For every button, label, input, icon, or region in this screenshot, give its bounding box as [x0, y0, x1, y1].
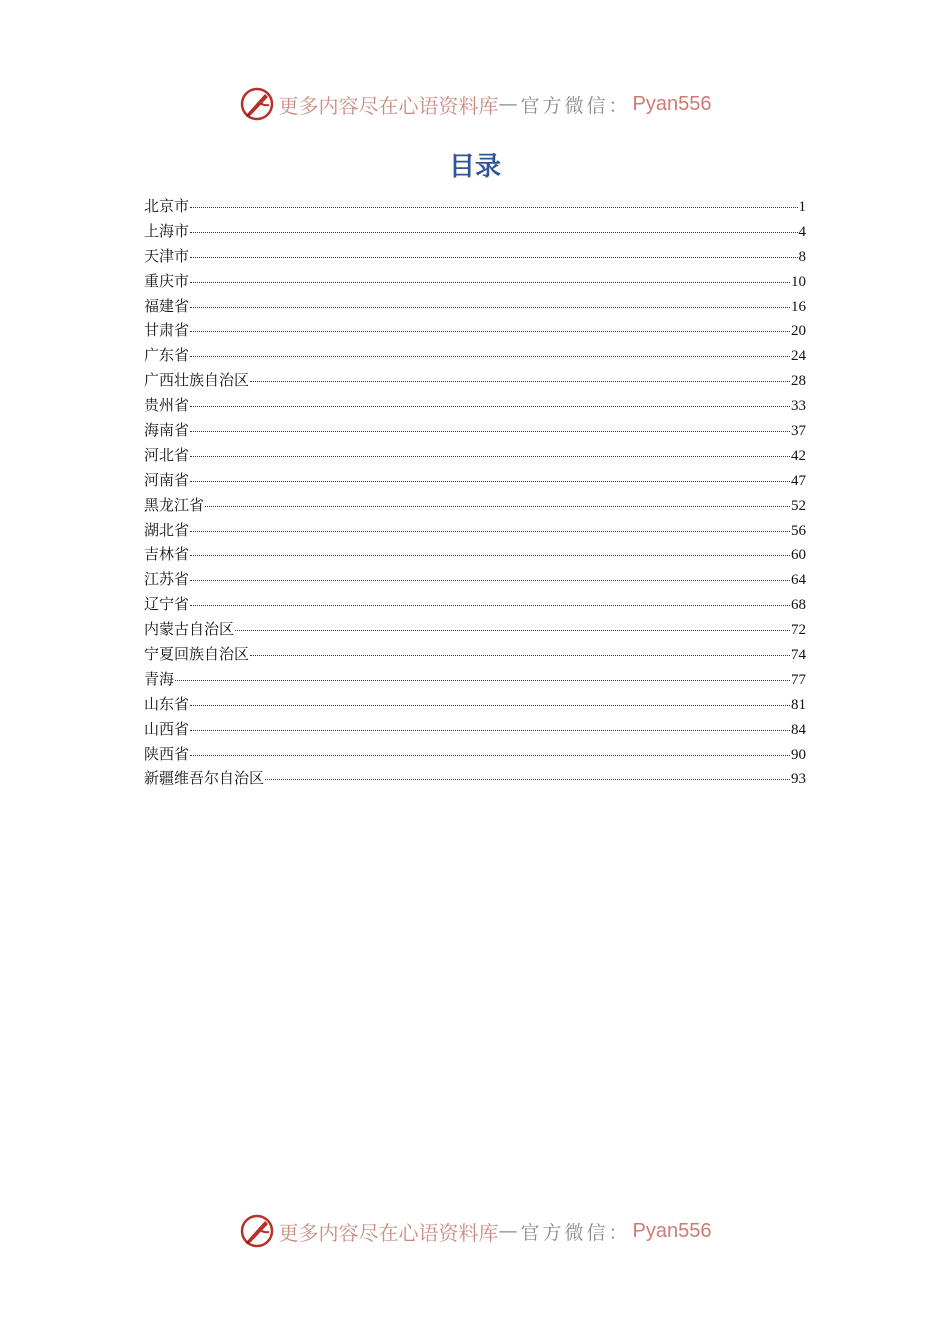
toc-entry[interactable]	[144, 344, 806, 369]
toc-dot-leader	[235, 630, 790, 631]
toc-entry-page: 93	[791, 771, 806, 788]
toc-entry[interactable]	[144, 643, 806, 668]
toc-entry-name: 宁夏回族自治区	[144, 645, 250, 664]
toc-entry-page: 24	[791, 348, 806, 365]
header-banner	[0, 82, 950, 126]
toc-entry[interactable]	[144, 245, 806, 270]
toc-entry[interactable]	[144, 743, 806, 768]
toc-dot-leader	[190, 705, 790, 706]
toc-entry-page: 42	[791, 447, 806, 464]
toc-entry[interactable]	[144, 295, 806, 320]
toc-dot-leader	[190, 331, 790, 332]
quill-pen-logo-icon	[239, 1213, 275, 1249]
toc-entry-name: 江苏省	[144, 570, 190, 589]
toc-entry-page: 60	[791, 547, 806, 564]
toc-entry-page: 16	[791, 298, 806, 315]
toc-entry-name: 北京市	[144, 197, 190, 215]
toc-dot-leader	[190, 755, 790, 756]
toc-entry-name: 内蒙古自治区	[144, 620, 235, 639]
toc-entry-page: 28	[791, 373, 806, 390]
toc-entry-name: 新疆维吾尔自治区	[144, 769, 265, 788]
toc-entry[interactable]	[144, 668, 806, 693]
banner-separator: —	[498, 93, 521, 115]
toc-dot-leader	[250, 381, 790, 382]
banner-wechat-label: 官方微信：	[520, 94, 631, 117]
banner-wechat-id: Pyan556	[632, 92, 712, 115]
toc-dot-leader	[190, 481, 790, 482]
toc-entry-page: 84	[791, 721, 806, 738]
toc-entry[interactable]	[144, 494, 806, 519]
toc-entry[interactable]	[144, 693, 806, 718]
toc-entry-page: 68	[791, 597, 806, 614]
toc-entry-page: 64	[791, 572, 806, 589]
toc-entry-page: 74	[791, 647, 806, 664]
toc-entry-page: 10	[791, 273, 806, 290]
toc-dot-leader	[190, 555, 790, 556]
toc-entry-name: 重庆市	[144, 271, 190, 290]
toc-entry-name: 海南省	[144, 421, 190, 440]
toc-entry-name: 甘肃省	[144, 321, 190, 340]
toc-entry-name: 陕西省	[144, 744, 190, 763]
toc-entry-name: 湖北省	[144, 520, 190, 539]
toc-entry-page: 37	[791, 423, 806, 440]
toc-entry-name: 广西壮族自治区	[144, 371, 250, 390]
toc-dot-leader	[190, 232, 797, 233]
toc-dot-leader	[265, 779, 790, 780]
toc-entry[interactable]	[144, 319, 806, 344]
toc-entry-name: 山东省	[144, 694, 190, 713]
toc-entry[interactable]	[144, 618, 806, 643]
toc-entry-page: 81	[791, 696, 806, 713]
toc-dot-leader	[190, 431, 790, 432]
toc-entry-name: 上海市	[144, 221, 190, 240]
toc-entry-name: 福建省	[144, 296, 190, 315]
toc-dot-leader	[190, 282, 790, 283]
toc-entry-page: 20	[791, 323, 806, 340]
toc-entry[interactable]	[144, 220, 806, 245]
toc-entry-page: 8	[798, 248, 806, 265]
toc-entry-name: 黑龙江省	[144, 495, 205, 514]
toc-dot-leader	[190, 406, 790, 407]
toc-entry-name: 广东省	[144, 346, 190, 365]
table-of-contents	[144, 195, 806, 792]
toc-entry[interactable]	[144, 444, 806, 469]
toc-dot-leader	[175, 680, 790, 681]
toc-entry[interactable]	[144, 568, 806, 593]
toc-entry[interactable]	[144, 593, 806, 618]
toc-entry-page: 56	[791, 522, 806, 539]
toc-dot-leader	[250, 655, 790, 656]
page-title: 目录	[448, 152, 501, 182]
toc-entry[interactable]	[144, 718, 806, 743]
toc-entry[interactable]	[144, 394, 806, 419]
toc-entry-name: 山西省	[144, 719, 190, 738]
toc-entry[interactable]	[144, 469, 806, 494]
toc-entry-name: 天津市	[144, 246, 190, 265]
banner-wechat-label: 官方微信：	[520, 1221, 631, 1244]
banner-main-text: 更多内容尽在心语资料库	[278, 1220, 499, 1245]
toc-dot-leader	[190, 730, 790, 731]
toc-entry-name: 贵州省	[144, 396, 190, 415]
toc-entry-name: 河北省	[144, 445, 190, 464]
banner-wechat-id: Pyan556	[632, 1219, 712, 1242]
toc-entry-page: 52	[791, 497, 806, 514]
toc-dot-leader	[190, 307, 790, 308]
toc-dot-leader	[190, 207, 797, 208]
toc-entry-page: 90	[791, 746, 806, 763]
toc-dot-leader	[190, 356, 790, 357]
toc-dot-leader	[190, 531, 790, 532]
toc-entry-page: 33	[791, 398, 806, 415]
toc-dot-leader	[190, 580, 790, 581]
toc-dot-leader	[190, 257, 797, 258]
toc-entry[interactable]	[144, 270, 806, 295]
toc-entry-page: 1	[798, 199, 806, 215]
toc-entry[interactable]	[144, 519, 806, 544]
banner-separator: —	[498, 1220, 521, 1242]
quill-pen-logo-icon	[239, 86, 275, 122]
toc-entry-name: 河南省	[144, 470, 190, 489]
footer-banner	[0, 1209, 950, 1253]
toc-entry[interactable]	[144, 543, 806, 568]
toc-entry-page: 77	[791, 671, 806, 688]
toc-entry-page: 47	[791, 472, 806, 489]
toc-entry[interactable]	[144, 767, 806, 792]
toc-entry-name: 辽宁省	[144, 595, 190, 614]
toc-entry[interactable]	[144, 419, 806, 444]
toc-entry-name: 青海	[144, 669, 175, 688]
toc-dot-leader	[205, 506, 790, 507]
toc-dot-leader	[190, 456, 790, 457]
toc-entry-name: 吉林省	[144, 545, 190, 564]
toc-entry[interactable]	[144, 369, 806, 394]
toc-entry[interactable]	[144, 195, 806, 220]
toc-entry-page: 4	[798, 223, 806, 240]
toc-entry-page: 72	[791, 622, 806, 639]
toc-dot-leader	[190, 605, 790, 606]
banner-main-text: 更多内容尽在心语资料库	[278, 93, 499, 118]
